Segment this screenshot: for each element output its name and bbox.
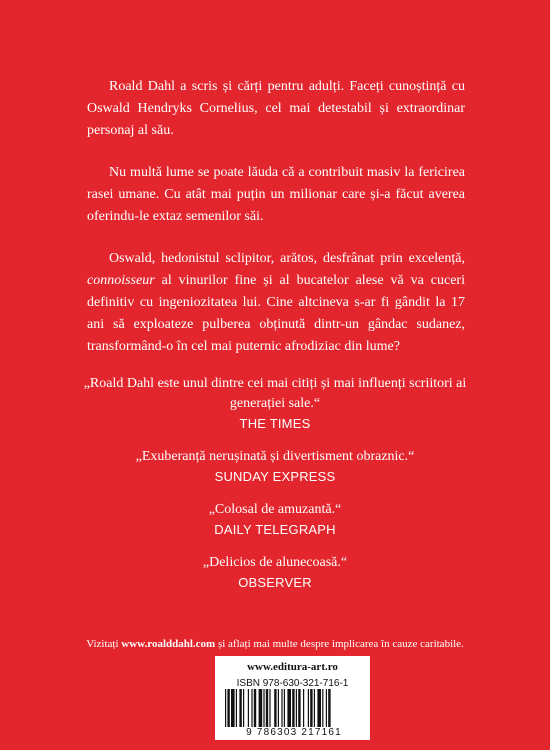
barcode-bar (322, 689, 323, 727)
barcode-bar (292, 689, 294, 727)
review-quote: „Roald Dahl este unul dintre cei mai citiți și mai influenți scriitori ai generației sale.“ (83, 376, 467, 411)
isbn-box (215, 656, 370, 740)
barcode-bar (243, 689, 244, 727)
review (60, 553, 490, 592)
barcode-bar (225, 689, 226, 727)
reviews (60, 374, 490, 606)
barcode-bar (326, 689, 327, 727)
barcode-bar (227, 689, 229, 727)
barcode-bar (263, 689, 264, 727)
review-quote: „Delicios de alunecoasă.“ (202, 555, 348, 570)
barcode-bar (259, 689, 263, 727)
barcode-bar (239, 689, 241, 727)
review (60, 447, 490, 486)
description (87, 76, 465, 378)
barcode-icon (225, 689, 363, 727)
barcode-bar (296, 689, 297, 727)
review (60, 500, 490, 539)
review-source: OBSERVER (238, 575, 312, 590)
roalddahl-link[interactable]: www.roalddahl.com (121, 638, 216, 650)
barcode-bar (310, 689, 312, 727)
barcode-bar (317, 689, 321, 727)
charity-note-suffix: și aflați mai multe despre implicarea în cauze caritabile. (215, 638, 464, 650)
barcode-bar (287, 689, 291, 727)
review-source: SUNDAY EXPRESS (214, 469, 336, 484)
paragraph-italic-word: connoisseur (87, 273, 155, 288)
barcode-bar (274, 689, 276, 727)
barcode-digits: 9 786303 217161 (246, 727, 342, 738)
barcode-bar (281, 689, 282, 727)
barcode-bar (278, 689, 279, 727)
review-quote: „Exuberanță nerușinată și divertisment obraznic.“ (135, 449, 415, 464)
barcode-bar (269, 689, 270, 727)
charity-note (0, 638, 550, 650)
barcode-bar (254, 689, 256, 727)
review (60, 374, 490, 433)
paragraph-text: Oswald, hedonistul sclipitor, arătos, desfrânat prin excelență, (109, 251, 465, 266)
barcode-bar (248, 689, 249, 727)
description-paragraph (87, 248, 465, 358)
barcode-bar (298, 689, 300, 727)
publisher-website[interactable]: www.editura-art.ro (247, 661, 338, 673)
review-source: DAILY TELEGRAPH (214, 522, 336, 537)
description-paragraph: Roald Dahl a scris și cărți pentru adulți. Faceți cunoștință cu Oswald Hendryks Cornelius, cel mai detestabil și extraordinar personaj al său. (87, 79, 465, 138)
barcode-bar (236, 689, 237, 727)
barcode-bar (314, 689, 315, 727)
review-quote: „Colosal de amuzantă.“ (208, 502, 342, 517)
barcode-bar (303, 689, 304, 727)
barcode-bar (251, 689, 252, 727)
charity-note-prefix: Vizitați (86, 638, 122, 650)
barcode-bar (266, 689, 268, 727)
description-paragraph: Nu multă lume se poate lăuda că a contribuit masiv la fericirea rasei umane. Cu atât mai puțin un milionar care și-a făcut averea oferindu-le extaz semenilor săi. (87, 165, 465, 224)
barcode-bar (231, 689, 235, 727)
review-source: THE TIMES (239, 416, 311, 431)
paragraph-text: al vinurilor fine și al bucatelor alese vă va cuceri definitiv cu ingeniozitatea lui. Cine altcineva s-ar fi gândit la 17 ani să exploateze pulberea obținută dintr-un gândac sudanez, transformând-o în cel mai puternic afrodiziac din lume? (87, 273, 465, 354)
isbn-number: ISBN 978-630-321-716-1 (236, 678, 349, 689)
barcode-bar (308, 689, 309, 727)
barcode-bar (284, 689, 285, 727)
barcode-bar (328, 689, 330, 727)
